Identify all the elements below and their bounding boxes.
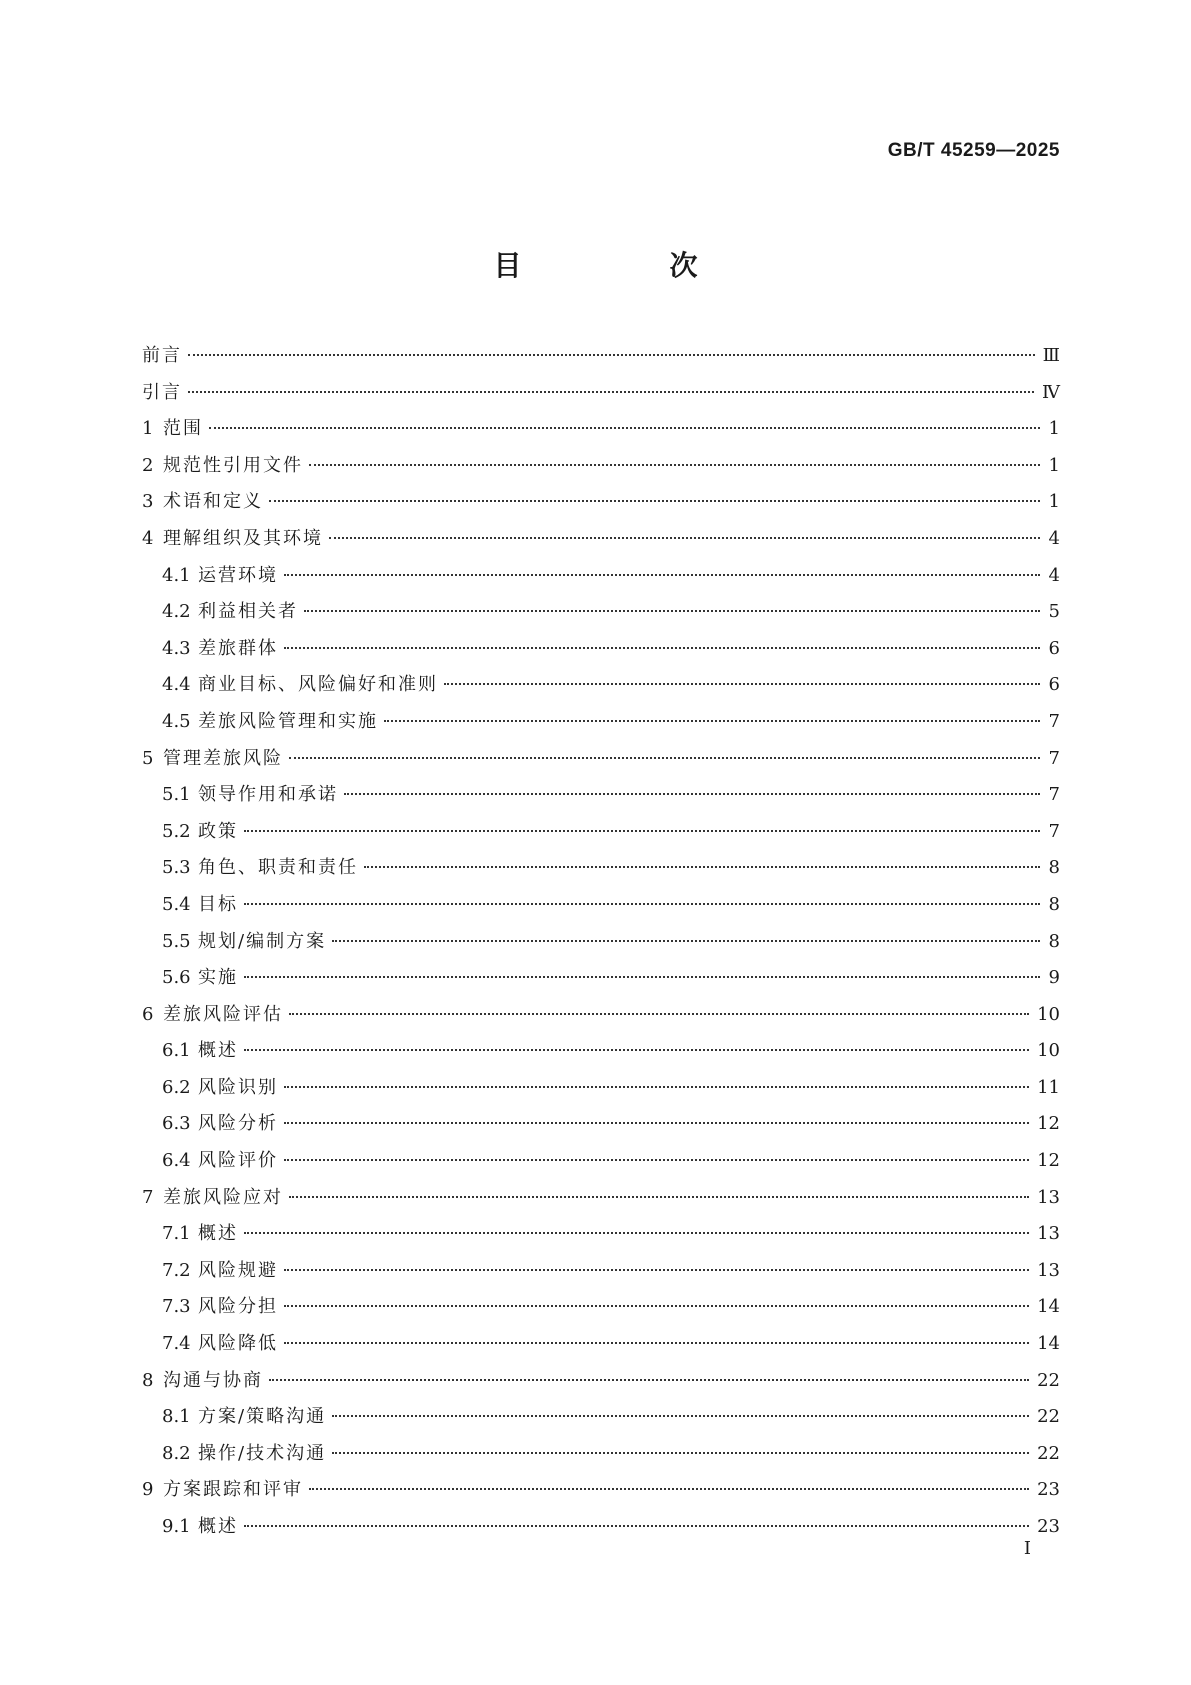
- toc-entry-number: 5.1: [162, 784, 191, 806]
- toc-entry-label: 术语和定义: [163, 491, 263, 513]
- toc-entry-page: 11: [1037, 1076, 1060, 1098]
- toc-entry-page: 1: [1048, 454, 1060, 476]
- toc-entry-label: 操作/技术沟通: [198, 1442, 327, 1464]
- dot-leader: [309, 464, 1040, 466]
- toc-entry[interactable]: [142, 814, 1060, 851]
- dot-leader: [332, 1452, 1029, 1454]
- toc-entry-label: 风险降低: [198, 1333, 278, 1355]
- toc-entry-page: 6: [1048, 674, 1060, 696]
- toc-entry-page: 13: [1037, 1186, 1060, 1208]
- page-title: 目 次: [493, 249, 758, 282]
- toc-entry-label: 范围: [163, 418, 203, 440]
- toc-entry-number: 4.3: [162, 637, 191, 659]
- toc-entry-page: 14: [1037, 1296, 1060, 1318]
- toc-entry[interactable]: [142, 887, 1060, 924]
- dot-leader: [332, 1415, 1029, 1417]
- toc-entry-number: 6.3: [162, 1113, 191, 1135]
- page-number: I: [1023, 1538, 1031, 1559]
- toc-entry-page: 12: [1037, 1113, 1060, 1135]
- toc-entry-number: 6.4: [162, 1150, 191, 1172]
- toc-entry-label: 概述: [198, 1040, 238, 1062]
- toc-entry-page: 7: [1048, 710, 1060, 732]
- toc-entry-number: 4.4: [162, 674, 191, 696]
- toc-entry[interactable]: [142, 558, 1060, 595]
- dot-leader: [309, 1488, 1029, 1490]
- toc-entry-number: 4.5: [162, 710, 191, 732]
- toc-entry-page: 23: [1037, 1516, 1060, 1537]
- toc-entry-page: 1: [1048, 418, 1060, 440]
- toc-entry-label: 实施: [198, 967, 238, 989]
- toc-entry-label: 前言: [142, 345, 182, 366]
- toc-entry-page: Ⅳ: [1042, 381, 1060, 403]
- dot-leader: [244, 1525, 1029, 1527]
- toc-entry[interactable]: [142, 521, 1060, 558]
- toc-entry[interactable]: [142, 484, 1060, 521]
- toc-entry-page: 7: [1048, 784, 1060, 806]
- toc-entry[interactable]: [142, 1289, 1060, 1326]
- toc-entry[interactable]: [142, 631, 1060, 668]
- dot-leader: [244, 903, 1040, 905]
- dot-leader: [244, 976, 1040, 978]
- toc-entry-number: 5.2: [162, 820, 191, 842]
- toc-entry-page: 22: [1037, 1406, 1060, 1428]
- toc-entry-number: 6.1: [162, 1040, 191, 1062]
- toc-entry-label: 理解组织及其环境: [163, 527, 323, 549]
- toc-entry-number: 4.1: [162, 564, 191, 586]
- toc-entry-label: 利益相关者: [198, 601, 298, 623]
- toc-entry-label: 概述: [198, 1516, 238, 1537]
- toc-entry-label: 风险分析: [198, 1113, 278, 1135]
- toc-entry[interactable]: [142, 594, 1060, 631]
- toc-entry-page: 22: [1037, 1369, 1060, 1391]
- toc-entry-label: 差旅风险应对: [163, 1186, 283, 1208]
- toc-entry[interactable]: [142, 338, 1060, 375]
- toc-entry-page: 12: [1037, 1150, 1060, 1172]
- toc-entry[interactable]: [142, 1033, 1060, 1070]
- toc-entry-number: 5.6: [162, 967, 191, 989]
- dot-leader: [244, 830, 1040, 832]
- toc-entry-page: 8: [1048, 893, 1060, 915]
- dot-leader: [209, 427, 1040, 429]
- toc-entry-page: 7: [1048, 747, 1060, 769]
- toc-entry-page: 6: [1048, 637, 1060, 659]
- toc-entry[interactable]: [142, 1363, 1060, 1400]
- toc-entry-label: 风险规避: [198, 1259, 278, 1281]
- toc-entry-label: 规划/编制方案: [198, 930, 327, 952]
- toc-entry-label: 运营环境: [198, 564, 278, 586]
- toc-entry-label: 商业目标、风险偏好和准则: [198, 674, 438, 696]
- toc-entry-label: 风险评价: [198, 1150, 278, 1172]
- toc-entry[interactable]: [142, 997, 1060, 1034]
- toc-entry[interactable]: [142, 1216, 1060, 1253]
- toc-entry-label: 方案跟踪和评审: [163, 1479, 303, 1501]
- dot-leader: [188, 391, 1034, 393]
- toc-entry-number: 6.2: [162, 1076, 191, 1098]
- toc-entry-page: 1: [1048, 491, 1060, 513]
- dot-leader: [284, 1086, 1029, 1088]
- toc-entry-page: Ⅲ: [1042, 345, 1060, 366]
- dot-leader: [284, 1342, 1029, 1344]
- toc-entry-label: 差旅风险管理和实施: [198, 710, 378, 732]
- toc-entry[interactable]: [142, 850, 1060, 887]
- toc-entry-number: 7.3: [162, 1296, 191, 1318]
- toc-entry-number: 5: [142, 747, 154, 769]
- toc-entry-number: 7: [142, 1186, 154, 1208]
- toc-entry[interactable]: [142, 375, 1060, 412]
- toc-entry-number: 8.1: [162, 1406, 191, 1428]
- toc-entry[interactable]: [142, 1509, 1060, 1546]
- toc-entry[interactable]: [142, 1326, 1060, 1363]
- toc-entry[interactable]: [142, 1436, 1060, 1473]
- toc-entry[interactable]: [142, 777, 1060, 814]
- toc-entry[interactable]: [142, 411, 1060, 448]
- toc-entry-number: 9: [142, 1479, 154, 1501]
- toc-entry-number: 5.4: [162, 893, 191, 915]
- toc-entry-label: 差旅群体: [198, 637, 278, 659]
- toc-entry-number: 2: [142, 454, 154, 476]
- toc-entry-page: 4: [1048, 527, 1060, 549]
- toc-entry-number: 7.4: [162, 1333, 191, 1355]
- toc-entry-label: 方案/策略沟通: [198, 1406, 327, 1428]
- dot-leader: [284, 574, 1040, 576]
- toc-entry-number: 5.3: [162, 857, 191, 879]
- toc-entry-page: 8: [1048, 857, 1060, 879]
- toc-entry-number: 8.2: [162, 1442, 191, 1464]
- dot-leader: [289, 1013, 1029, 1015]
- dot-leader: [384, 720, 1040, 722]
- dot-leader: [289, 1196, 1029, 1198]
- toc-entry-page: 9: [1048, 967, 1060, 989]
- toc-entry-label: 风险识别: [198, 1076, 278, 1098]
- dot-leader: [284, 647, 1040, 649]
- dot-leader: [284, 1269, 1029, 1271]
- toc-entry[interactable]: [142, 704, 1060, 741]
- dot-leader: [304, 610, 1040, 612]
- toc-entry[interactable]: [142, 960, 1060, 997]
- toc-entry-number: 9.1: [162, 1516, 191, 1537]
- toc-entry-number: 5.5: [162, 930, 191, 952]
- dot-leader: [269, 1379, 1029, 1381]
- dot-leader: [284, 1159, 1029, 1161]
- dot-leader: [284, 1305, 1029, 1307]
- toc-entry-label: 管理差旅风险: [163, 747, 283, 769]
- toc-entry[interactable]: [142, 667, 1060, 704]
- toc-entry-label: 风险分担: [198, 1296, 278, 1318]
- toc-entry-number: 7.1: [162, 1223, 191, 1245]
- toc-entry-page: 22: [1037, 1442, 1060, 1464]
- dot-leader: [329, 537, 1040, 539]
- toc-entry-label: 差旅风险评估: [163, 1003, 283, 1025]
- toc-entry[interactable]: [142, 741, 1060, 778]
- dot-leader: [188, 354, 1035, 356]
- toc-entry[interactable]: [142, 1399, 1060, 1436]
- dot-leader: [244, 1049, 1029, 1051]
- toc-entry[interactable]: [142, 1070, 1060, 1107]
- toc-entry-number: 4.2: [162, 601, 191, 623]
- dot-leader: [284, 1122, 1029, 1124]
- toc-entry-label: 政策: [198, 820, 238, 842]
- toc-entry-number: 4: [142, 527, 154, 549]
- toc-entry[interactable]: [142, 1143, 1060, 1180]
- toc-entry-page: 5: [1048, 601, 1060, 623]
- table-of-contents: [142, 338, 1060, 1546]
- toc-entry[interactable]: [142, 448, 1060, 485]
- toc-entry-page: 14: [1037, 1333, 1060, 1355]
- toc-entry-number: 7.2: [162, 1259, 191, 1281]
- dot-leader: [332, 940, 1040, 942]
- standard-code: GB/T 45259—2025: [887, 140, 1060, 161]
- toc-entry-number: 1: [142, 418, 154, 440]
- toc-entry[interactable]: [142, 1472, 1060, 1509]
- toc-entry-page: 23: [1037, 1479, 1060, 1501]
- toc-entry-page: 4: [1048, 564, 1060, 586]
- toc-entry-number: 3: [142, 491, 154, 513]
- toc-entry-number: 6: [142, 1003, 154, 1025]
- toc-entry-page: 10: [1037, 1040, 1060, 1062]
- toc-entry-page: 13: [1037, 1259, 1060, 1281]
- toc-entry-label: 沟通与协商: [163, 1369, 263, 1391]
- toc-entry[interactable]: [142, 1106, 1060, 1143]
- toc-entry-label: 目标: [198, 893, 238, 915]
- toc-entry[interactable]: [142, 1180, 1060, 1217]
- toc-entry-label: 角色、职责和责任: [198, 857, 358, 879]
- dot-leader: [344, 793, 1040, 795]
- dot-leader: [269, 500, 1040, 502]
- dot-leader: [244, 1232, 1029, 1234]
- toc-entry-page: 10: [1037, 1003, 1060, 1025]
- toc-entry-page: 8: [1048, 930, 1060, 952]
- toc-entry-label: 概述: [198, 1223, 238, 1245]
- toc-entry-label: 领导作用和承诺: [198, 784, 338, 806]
- toc-entry-page: 13: [1037, 1223, 1060, 1245]
- dot-leader: [364, 866, 1040, 868]
- toc-entry-number: 8: [142, 1369, 154, 1391]
- toc-entry-label: 引言: [142, 381, 182, 403]
- dot-leader: [444, 683, 1040, 685]
- toc-entry-label: 规范性引用文件: [163, 454, 303, 476]
- toc-entry[interactable]: [142, 1253, 1060, 1290]
- toc-entry-page: 7: [1048, 820, 1060, 842]
- toc-entry[interactable]: [142, 924, 1060, 961]
- dot-leader: [289, 757, 1040, 759]
